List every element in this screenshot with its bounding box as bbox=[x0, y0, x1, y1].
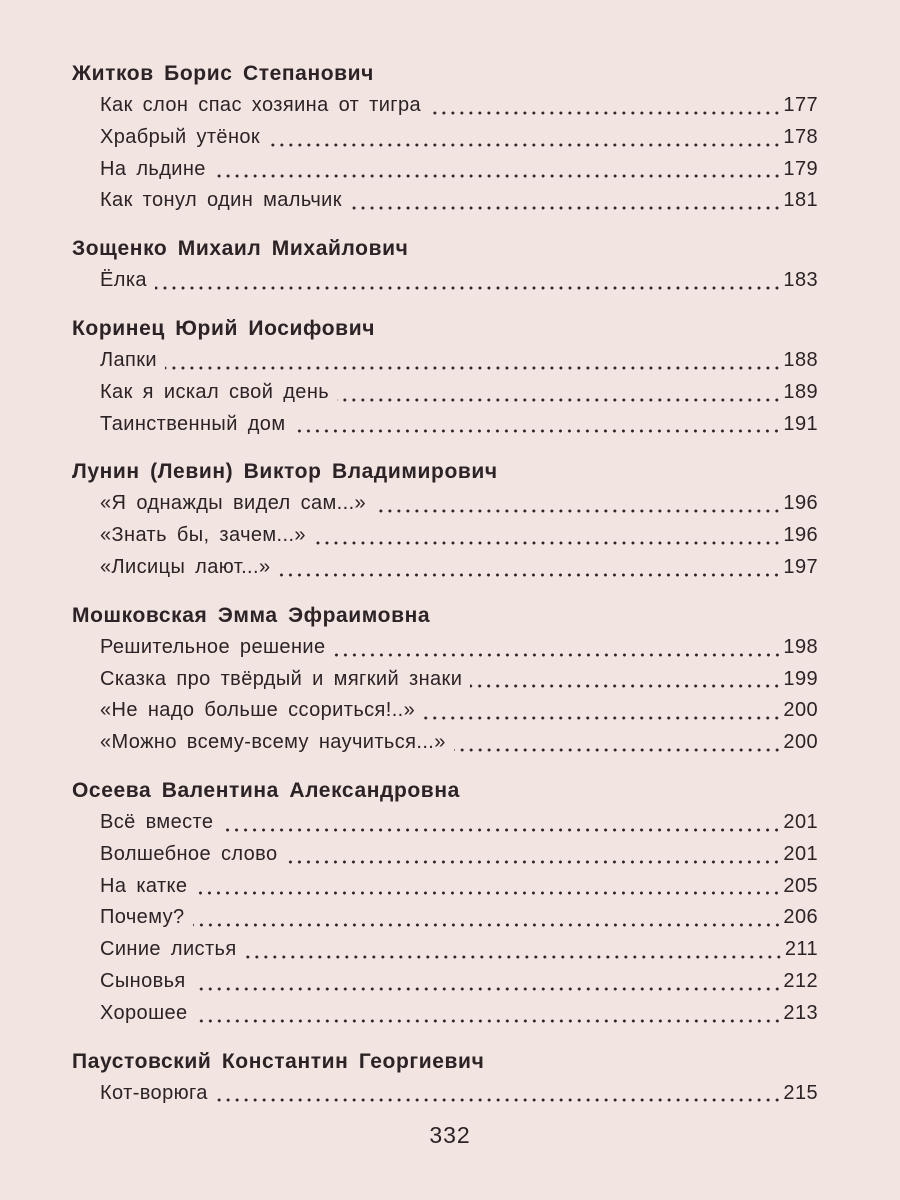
dot-leader bbox=[196, 1019, 782, 1023]
dot-leader bbox=[245, 955, 783, 959]
entry-page: 200 bbox=[783, 731, 818, 754]
author-section bbox=[72, 600, 818, 759]
dot-leader bbox=[221, 828, 781, 832]
entry-title: Как тонул один мальчик bbox=[100, 189, 342, 212]
entry-page: 179 bbox=[783, 157, 818, 180]
author-heading: Паустовский Константин Георгиевич bbox=[72, 1049, 485, 1073]
entry-page: 188 bbox=[783, 348, 818, 371]
toc-entry bbox=[72, 695, 818, 727]
dot-leader bbox=[314, 541, 781, 545]
entry-title: Храбрый утёнок bbox=[100, 125, 261, 148]
author-section bbox=[72, 775, 818, 1030]
author-section bbox=[72, 313, 818, 440]
entry-page: 211 bbox=[784, 938, 818, 961]
toc-entry bbox=[72, 90, 818, 122]
author-heading: Житков Борис Степанович bbox=[72, 62, 374, 85]
toc-entry bbox=[72, 807, 818, 839]
author-heading: Мошковская Эмма Эфраимовна bbox=[72, 603, 431, 627]
dot-leader bbox=[278, 573, 781, 577]
toc-entry bbox=[72, 871, 818, 903]
entry-title: На льдине bbox=[100, 157, 206, 180]
dot-leader bbox=[454, 748, 782, 752]
toc-entry bbox=[72, 934, 818, 966]
entry-page: 201 bbox=[783, 810, 818, 833]
toc-entry bbox=[72, 839, 818, 871]
author-heading: Коринец Юрий Иосифович bbox=[72, 316, 375, 340]
dot-leader bbox=[193, 923, 782, 927]
entry-title: «Я однажды видел сам...» bbox=[100, 492, 367, 515]
entry-title: Лапки bbox=[100, 348, 157, 371]
author-section bbox=[72, 233, 818, 297]
entry-page: 196 bbox=[783, 492, 818, 515]
entry-page: 213 bbox=[783, 1001, 818, 1024]
entry-title: Синие листья bbox=[100, 938, 237, 961]
dot-leader bbox=[423, 716, 781, 720]
entry-title: «Знать бы, зачем...» bbox=[100, 524, 306, 547]
entry-title: Как я искал свой день bbox=[100, 380, 330, 403]
entry-title: Кот-ворюга bbox=[100, 1081, 208, 1104]
entry-page: 178 bbox=[783, 125, 818, 148]
dot-leader bbox=[337, 398, 781, 402]
entry-page: 212 bbox=[783, 969, 818, 992]
toc-entry bbox=[72, 664, 818, 696]
dot-leader bbox=[285, 860, 781, 864]
toc-entry bbox=[72, 902, 818, 934]
dot-leader bbox=[268, 143, 781, 147]
toc-entry bbox=[72, 409, 818, 441]
toc-entry bbox=[72, 185, 818, 217]
dot-leader bbox=[194, 987, 782, 991]
entry-page: 177 bbox=[783, 94, 818, 116]
dot-leader bbox=[374, 509, 781, 513]
dot-leader bbox=[470, 684, 781, 688]
dot-leader bbox=[350, 206, 782, 210]
toc-entry bbox=[72, 966, 818, 998]
entry-page: 196 bbox=[783, 524, 818, 547]
author-section bbox=[72, 1046, 818, 1110]
toc-entry bbox=[72, 520, 818, 552]
entry-page: 189 bbox=[783, 380, 818, 403]
entry-title: «Не надо больше ссориться!..» bbox=[100, 699, 416, 722]
entry-title: Всё вместе bbox=[100, 810, 214, 833]
entry-page: 205 bbox=[783, 874, 818, 897]
entry-title: Таинственный дом bbox=[100, 412, 286, 435]
entry-title: Волшебное слово bbox=[100, 842, 278, 865]
entry-title: На катке bbox=[100, 874, 188, 897]
entry-title: Сыновья bbox=[100, 969, 186, 992]
entry-title: Как слон спас хозяина от тигра bbox=[100, 94, 422, 116]
toc-entry bbox=[72, 1078, 818, 1110]
toc-entry bbox=[72, 265, 818, 297]
entry-title: Решительное решение bbox=[100, 635, 326, 658]
dot-leader bbox=[155, 286, 781, 290]
entry-page: 215 bbox=[783, 1081, 818, 1104]
entry-page: 201 bbox=[783, 842, 818, 865]
page-number: 332 bbox=[429, 1122, 471, 1148]
entry-title: «Лисицы лают...» bbox=[100, 555, 271, 578]
dot-leader bbox=[214, 174, 782, 178]
toc-entry bbox=[72, 377, 818, 409]
dot-leader bbox=[293, 429, 781, 433]
table-of-contents bbox=[72, 58, 818, 1125]
toc-entry bbox=[72, 154, 818, 186]
entry-page: 206 bbox=[783, 906, 818, 929]
entry-title: Ёлка bbox=[100, 269, 147, 292]
dot-leader bbox=[334, 653, 782, 657]
author-section bbox=[72, 58, 818, 217]
entry-page: 191 bbox=[783, 412, 818, 435]
entry-title: Хорошее bbox=[100, 1001, 188, 1024]
entry-page: 199 bbox=[783, 667, 818, 690]
toc-entry bbox=[72, 488, 818, 520]
dot-leader bbox=[216, 1098, 782, 1102]
toc-entry bbox=[72, 345, 818, 377]
author-heading: Лунин (Левин) Виктор Владимирович bbox=[72, 460, 498, 484]
entry-page: 197 bbox=[783, 555, 818, 578]
author-section bbox=[72, 456, 818, 583]
dot-leader bbox=[165, 366, 781, 370]
dot-leader bbox=[429, 111, 781, 115]
entry-page: 200 bbox=[783, 699, 818, 722]
toc-entry bbox=[72, 552, 818, 584]
author-heading: Зощенко Михаил Михайлович bbox=[72, 237, 409, 261]
entry-page: 183 bbox=[783, 269, 818, 292]
dot-leader bbox=[195, 891, 781, 895]
entry-title: «Можно всему-всему научиться...» bbox=[100, 731, 446, 754]
toc-entry bbox=[72, 998, 818, 1030]
entry-page: 198 bbox=[783, 635, 818, 658]
entry-title: Почему? bbox=[100, 906, 185, 929]
entry-title: Сказка про твёрдый и мягкий знаки bbox=[100, 667, 463, 690]
toc-entry bbox=[72, 632, 818, 664]
author-heading: Осеева Валентина Александровна bbox=[72, 778, 460, 802]
entry-page: 181 bbox=[783, 189, 818, 212]
toc-entry bbox=[72, 122, 818, 154]
toc-entry bbox=[72, 727, 818, 759]
